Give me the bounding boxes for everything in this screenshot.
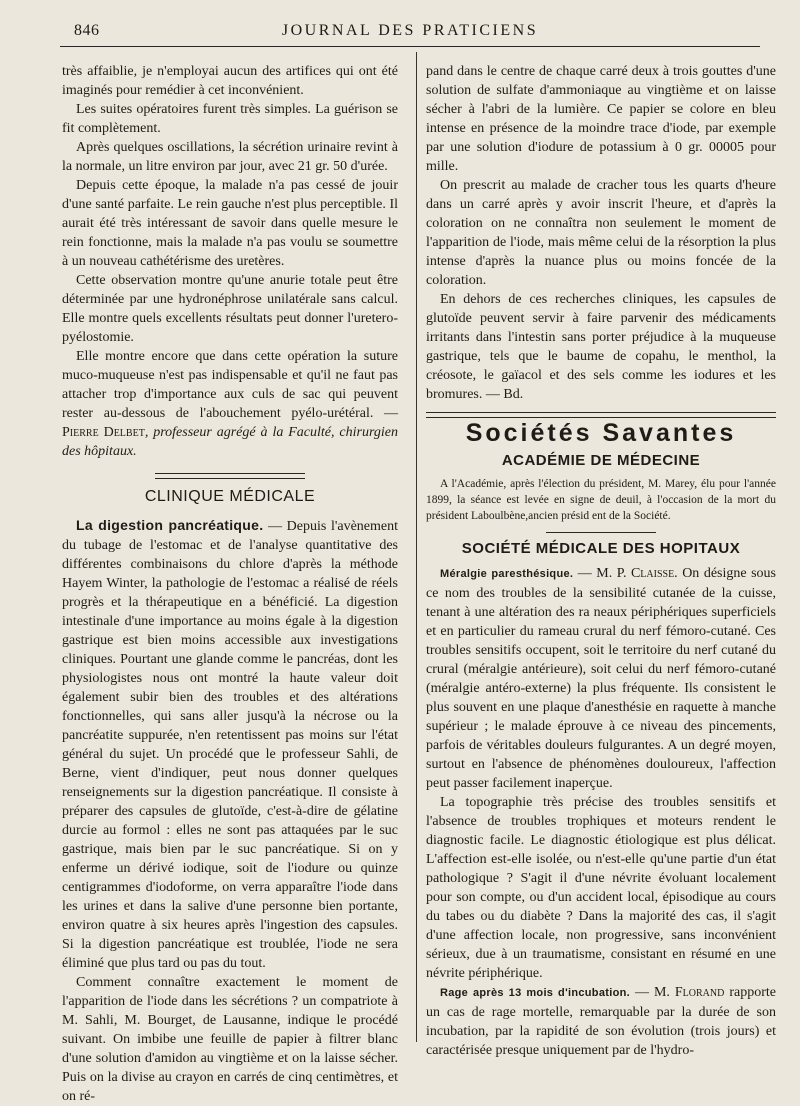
- subsection-title: ACADÉMIE DE MÉDECINE: [501, 452, 701, 469]
- paragraph: Les suites opératoires furent très simples. La guérison se fit complètement.: [62, 102, 398, 136]
- paragraph: [62, 347, 398, 461]
- article-paragraph: [62, 516, 398, 973]
- running-title: JOURNAL DES PRATICIENS: [281, 22, 539, 39]
- subsection-divider: [546, 532, 656, 533]
- section-divider: [426, 412, 776, 418]
- article-paragraph: [426, 564, 776, 793]
- paragraph: Comment connaître exactement le moment de l'apparition de l'iode dans les sécrétions ? un compatriote à M. Sahli, M. Bourget, de Lausanne, indique le procédé suivant. On imbibe une feuille de papier à filtrer blanc d'une solution d'amidon au vingtième et on la laisse sécher. Puis on la divise au crayon en carrés de cinq centimètres, et on ré-: [62, 975, 398, 1104]
- paragraph-text: Elle montre encore que dans cette opération la suture muco-muqueuse n'est pas indispensable et qu'il ne faut pas attacher trop d'importance aux culs de sac qui peuvent rester au-dessous de l'abouchement pyélo-urétéral. —: [62, 349, 398, 421]
- article-author: — M. P. Claisse.: [573, 566, 678, 581]
- page-header: [60, 20, 760, 47]
- subsection-title: SOCIÉTÉ MÉDICALE DES HOPITAUX: [461, 540, 741, 557]
- paragraph: Cette observation montre qu'une anurie totale peut être déterminée par une hydronéphrose unilatérale sans calcul. Elle montre quels excellents résultats peut donner l'uretero-pyélostomie.: [62, 273, 398, 345]
- left-column: [62, 62, 398, 1106]
- article-paragraph: [426, 983, 776, 1060]
- column-divider: [416, 52, 417, 1042]
- paragraph: On prescrit au malade de cracher tous les quarts d'heure dans un carré après y avoir inscrit l'heure, et d'après la coloration on ne connaîtra non seulement le moment de l'apparition de l'iode, mais même celui de la résorption la plus intense d'après la nuance plus ou moins foncée de la coloration.: [426, 178, 776, 288]
- paragraph: La topographie très précise des troubles sensitifs et l'absence de troubles trophiques et moteurs rendent le diagnostic facile. Le diagnostic étiologique est plus délicat. L'affection est-elle isolée, ou n'est-elle qu'une partie d'un état pathologique ? S'agit il d'une névrite évoluant localement pour son compte, ou d'un accident local, épisodique au cours du tabes ou du diabète ? Dans la majorité des cas, il s'agit d'une affection locale, non progressive, sans inconvénient sérieux, due à un traumatisme, consistant en résumé en une névrite périphérique.: [426, 795, 776, 981]
- paragraph: pand dans le centre de chaque carré deux à trois gouttes d'une solution de sulfate d'ammoniaque au vingtième et on laisse sécher à l'abri de la lumière. Ce papier se colore en bleu intense en présence de la moindre trace d'iode, par exemple par une solution d'iodure de potassium à 0 gr. 00005 pour mille.: [426, 64, 776, 174]
- article-title: La digestion pancréatique.: [76, 517, 264, 533]
- paragraph: Depuis cette époque, la malade n'a pas cessé de jouir d'une santé parfaite. Le rein gauche n'est plus perceptible. Il aurait été très intéressant de savoir dans quelle mesure le rein fonctionne, mais la malade n'a pas voulu se soumettre à un nouveau cathétérisme des uretères.: [62, 178, 398, 269]
- paragraph-small: A l'Académie, après l'élection du président, M. Marey, élu pour l'année 1899, la séance est levée en signe de deuil, à l'occasion de la mort du président Laboulbène,ancien présid ent de la Société.: [426, 478, 776, 522]
- author-title: , professeur agrégé à la Faculté, chirurgien des hôpitaux.: [62, 425, 399, 459]
- section-divider: [155, 473, 305, 479]
- article-text: rapporte un cas de rage mortelle, remarquable par la durée de son incubation, par la rapidité de son évolution (trois jours) et caractérisée presque uniquement par de l'hydro-: [426, 985, 776, 1058]
- paragraph: très affaiblie, je n'employai aucun des artifices qui ont été imaginés pour remédier à cet inconvénient.: [62, 64, 398, 98]
- section-title-large: Sociétés Savantes: [465, 419, 737, 447]
- page-number: 846: [74, 22, 100, 39]
- article-title: Méralgie paresthésique.: [440, 568, 574, 580]
- paragraph: En dehors de ces recherches cliniques, les capsules de glutoïde peuvent servir à faire parvenir des médicaments irritants dans l'intestin sans porter préjudice à la muqueuse gastrique, tels que le baume de copahu, le menthol, la créosote, le gaïacol et des sels comme les iodures et les bromures. — Bd.: [426, 292, 776, 402]
- article-text: On désigne sous ce nom des troubles de la sensibilité cutanée de la cuisse, tenant à une altération des ra neaux périphériques superficiels et en particulier du rameau crural du nerf fémoro-cutané. Ces troubles sensitifs occupent, soit le territoire du nerf cutané du crural (méralgie antérieure), soit celui du nerf fémoro-cutané (méralgie antéro-externe) la plus fréquente. Ils consistent le plus souvent en une plaque d'anesthésie en raquette à manche supérieur ; le malade éprouve à ce niveau des pincements, parfois de véritables douleurs fulgurantes. A un degré moyen, surtout en l'absence de phénomènes douloureux, l'affection peut passer facilement inaperçue.: [426, 566, 776, 791]
- article-title: Rage après 13 mois d'incubation.: [440, 987, 630, 999]
- article-text: — Depuis l'avènement du tubage de l'estomac et de l'analyse quantitative des différentes combinaisons du chlore d'après la méthode Hayem Winter, la pathologie de l'estomac a réalisé de réels progrès et la thérapeutique en a bénéficié. La digestion intestinale d'une importance au moins égale à la digestion gastrique est bien moins accessible aux investigations cliniques. Pourtant une glande comme le pancréas, dont les physiologistes nous ont montré la haute valeur doit également subir bien des troubles et des altérations fonctionnelles, qui sans aller jusqu'à la nécrose ou la pancréatite suppurée, n'en retentissent pas moins sur l'état général du sujet. Un procédé que le professeur Sahli, de Berne, vient d'indiquer, peut nous donner quelques renseignements sur la digestion pancréatique. Il consiste à préparer des capsules de glutoïde, c'est-à-dire de gélatine durcie au formol : elles ne sont pas attaquées par le suc gastrique, mais bien par le suc pancréatique. Si on y enferme un dérivé iodique, soit de l'iodure ou quinze centigrammes d'iodoforme, on verra apparaître l'iode dans les urines et dans la salive d'une personne bien portante, environ quatre à six heures après l'ingestion des capsules. Si la digestion pancréatique est troublée, l'iode ne sera éliminé que plus tard ou pas du tout.: [62, 519, 398, 971]
- section-title: CLINIQUE MÉDICALE: [144, 488, 316, 505]
- article-author: — M. Florand: [629, 985, 725, 1000]
- right-column: [426, 62, 776, 1060]
- author-name: Pierre Delbet: [62, 425, 145, 440]
- paragraph: Après quelques oscillations, la sécrétion urinaire revint à la normale, un litre environ par jour, avec 21 gr. 50 d'urée.: [62, 140, 398, 174]
